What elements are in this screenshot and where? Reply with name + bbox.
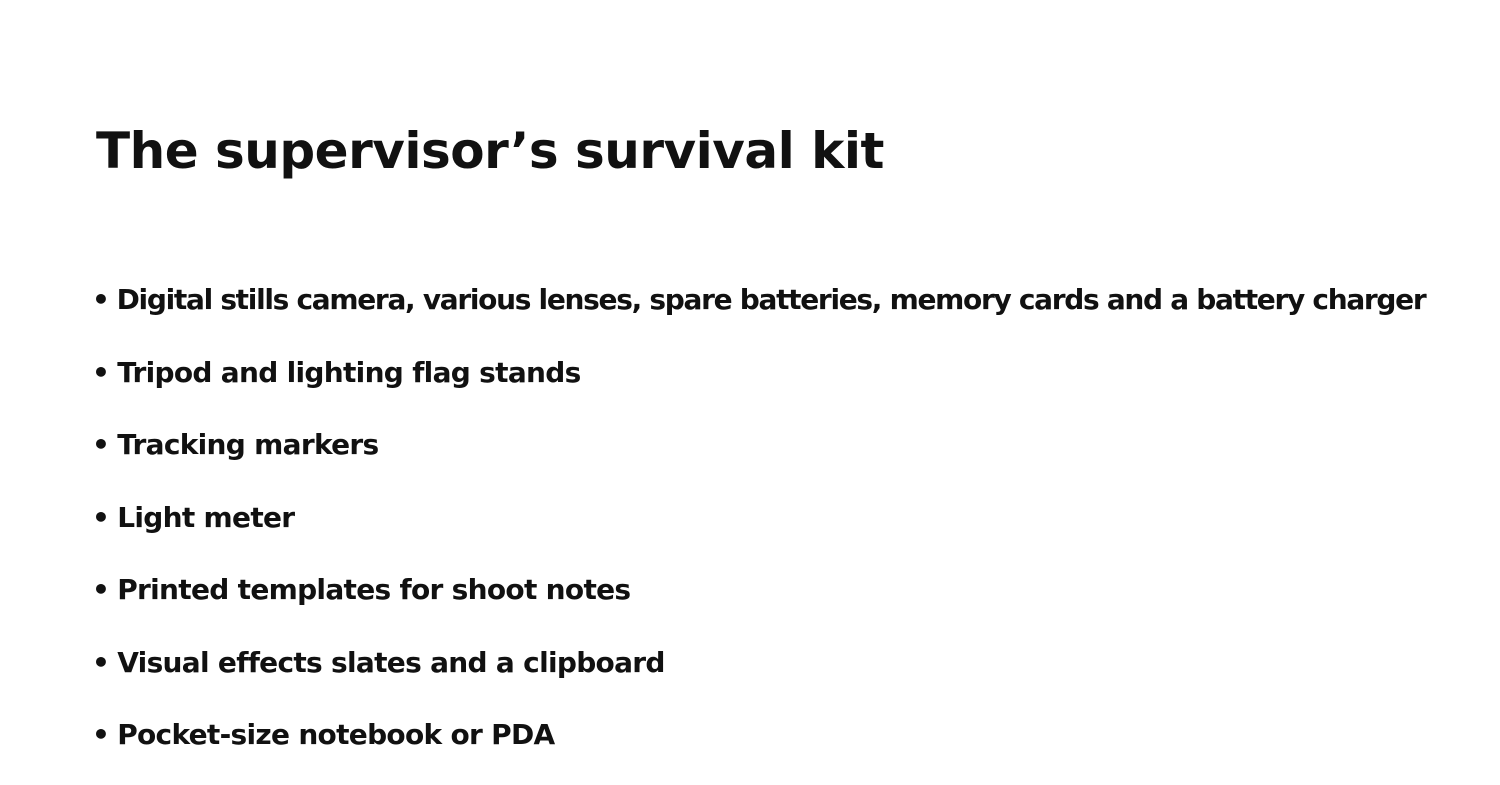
bullet-text: Tripod and lighting flag stands (117, 355, 581, 389)
bullet-icon: • (92, 283, 109, 316)
bullet-text: Tracking markers (117, 428, 379, 461)
bullet-item (92, 280, 1492, 353)
bullet-list (92, 280, 1492, 785)
slide-title: The supervisor’s survival kit (96, 122, 884, 180)
bullet-icon: • (92, 500, 110, 534)
bullet-item (92, 643, 1492, 716)
bullet-text: Pocket-size notebook or PDA (117, 718, 555, 751)
bullet-item (92, 353, 1492, 426)
bullet-item (92, 570, 1492, 643)
bullet-item (92, 425, 1492, 498)
bullet-icon: • (92, 428, 110, 461)
bullet-icon: • (92, 718, 110, 751)
bullet-item (92, 498, 1492, 571)
bullet-text: Printed templates for shoot notes (117, 573, 631, 606)
bullet-icon: • (92, 573, 110, 606)
bullet-item (92, 715, 1492, 785)
bullet-text: Light meter (117, 500, 295, 534)
bullet-icon: • (92, 355, 110, 389)
bullet-icon: • (92, 645, 110, 679)
bullet-text: Visual effects slates and a clipboard (117, 645, 665, 679)
bullet-text: Digital stills camera, various lenses, spare batteries, memory cards and a battery charger (116, 283, 1426, 316)
